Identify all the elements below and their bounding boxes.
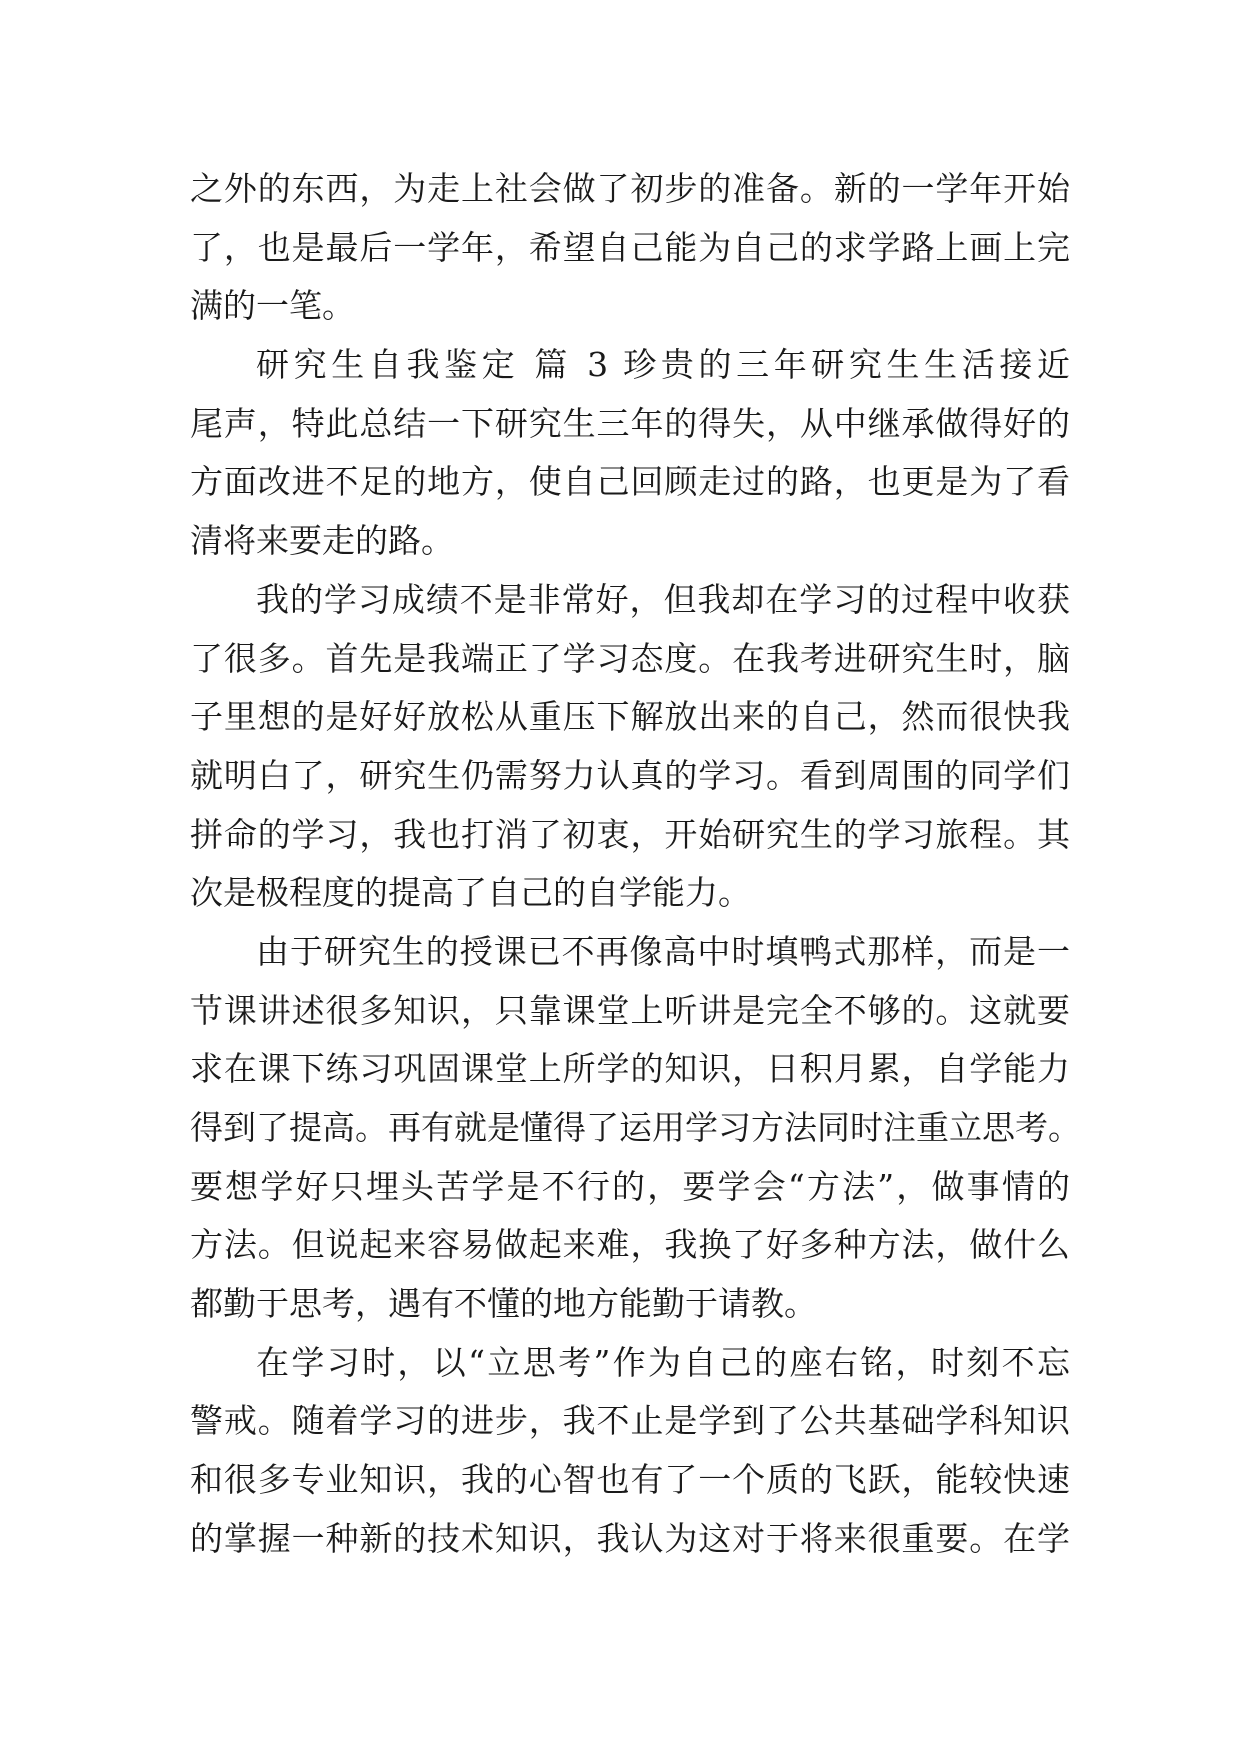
paragraph	[190, 1334, 1070, 1569]
text-line: 之外的东西，为走上社会做了初步的准备。新的一学年开始	[190, 169, 1070, 208]
text-line: 研究生自我鉴定 篇 3 珍贵的三年研究生生活接近	[256, 345, 1070, 385]
paragraph	[190, 160, 1070, 336]
text-line: 的掌握一种新的技术知识，我认为这对于将来很重要。在学	[190, 1518, 1070, 1558]
text-line: 求在课下练习巩固课堂上所学的知识，日积月累，自学能力	[190, 1049, 1070, 1089]
text-line: 要想学好只埋头苦学是不行的，要学会“方法”，做事情的	[190, 1166, 1070, 1206]
text-line: 警戒。随着学习的进步，我不止是学到了公共基础学科知识	[190, 1401, 1070, 1441]
text-line: 拼命的学习，我也打消了初衷，开始研究生的学习旅程。其	[190, 814, 1070, 854]
document-body	[190, 160, 1081, 1569]
text-line: 清将来要走的路。	[190, 521, 454, 561]
text-line: 了，也是最后一学年，希望自己能为自己的求学路上画上完	[190, 227, 1070, 267]
text-line: 次是极程度的提高了自己的自学能力。	[190, 873, 751, 913]
text-line: 在学习时，以“立思考”作为自己的座右铭，时刻不忘	[256, 1342, 1070, 1382]
text-line: 子里想的是好好放松从重压下解放出来的自己，然而很快我	[190, 697, 1070, 737]
text-line: 满的一笔。	[190, 286, 355, 326]
text-line: 节课讲述很多知识，只靠课堂上听讲是完全不够的。这就要	[190, 990, 1070, 1030]
paragraph	[190, 336, 1070, 571]
text-line: 尾声，特此总结一下研究生三年的得失，从中继承做得好的	[190, 403, 1070, 443]
text-line: 和很多专业知识，我的心智也有了一个质的飞跃，能较快速	[190, 1460, 1070, 1500]
text-line: 方法。但说起来容易做起来难，我换了好多种方法，做什么	[190, 1225, 1070, 1265]
text-line: 都勤于思考，遇有不懂的地方能勤于请教。	[190, 1284, 817, 1324]
text-line: 由于研究生的授课已不再像高中时填鸭式那样，而是一	[256, 931, 1070, 971]
text-line: 我的学习成绩不是非常好，但我却在学习的过程中收获	[256, 579, 1070, 619]
text-line: 得到了提高。再有就是懂得了运用学习方法同时注重立思考。	[190, 1108, 1081, 1147]
paragraph	[190, 571, 1070, 923]
paragraph	[190, 923, 1081, 1334]
text-line: 了很多。首先是我端正了学习态度。在我考进研究生时，脑	[190, 638, 1070, 678]
text-line: 方面改进不足的地方，使自己回顾走过的路，也更是为了看	[190, 462, 1070, 502]
text-line: 就明白了，研究生仍需努力认真的学习。看到周围的同学们	[190, 755, 1070, 795]
